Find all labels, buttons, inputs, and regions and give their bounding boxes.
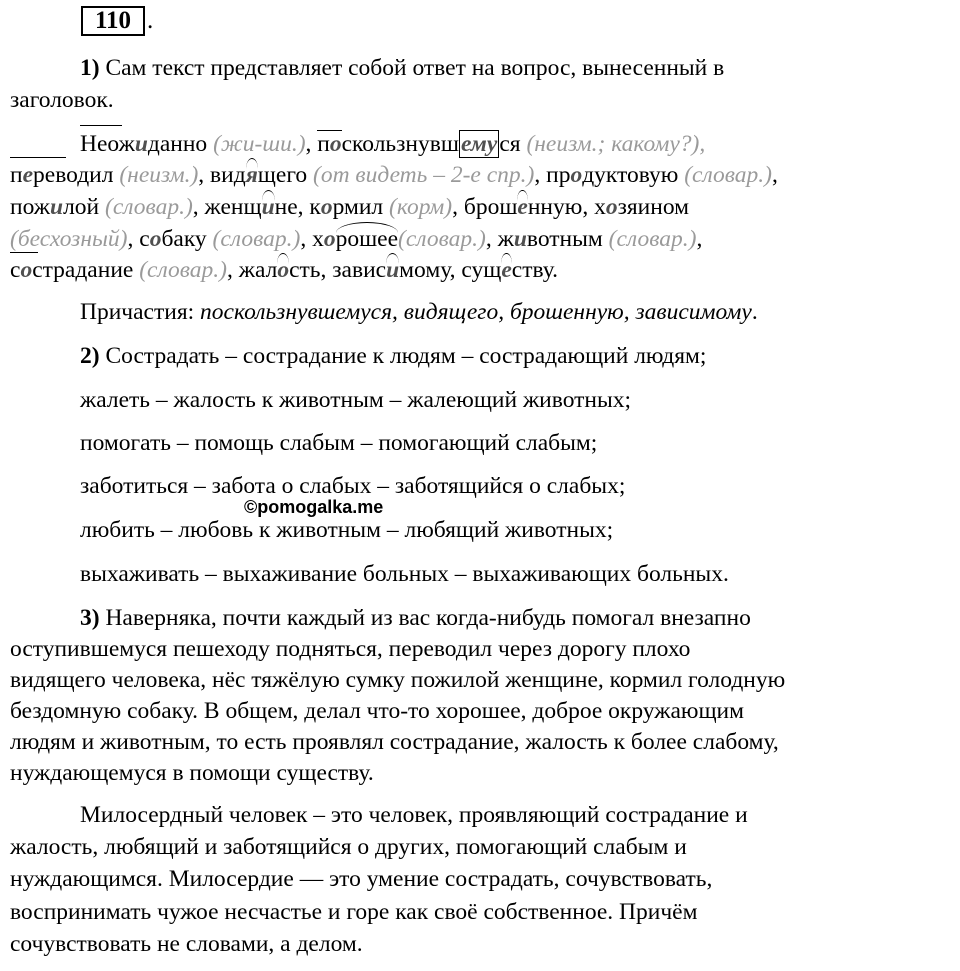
separator: ,: [305, 131, 318, 157]
prefix-part: п: [317, 131, 330, 157]
section1-label: 1): [80, 55, 100, 81]
word-part: щего: [257, 162, 308, 188]
vowel-highlight: о: [329, 131, 342, 157]
vowel-highlight: о: [277, 257, 290, 283]
vowel-highlight: е: [501, 257, 512, 283]
section3-p2-line1: Милосердный человек – это человек, проявляющий сострадание и: [80, 802, 748, 828]
word-part: ся: [499, 131, 521, 157]
section3-p2-line3: нуждающимся. Милосердие — это умение сострадать, сочувствовать,: [10, 866, 713, 892]
note: (от видеть – 2-е спр.): [313, 162, 535, 188]
vowel-highlight: и: [261, 194, 275, 220]
watermark: ©pomogalka.me: [244, 497, 384, 517]
note: (словар.): [684, 162, 772, 188]
exercise-number-dot: .: [147, 7, 154, 34]
note: (словар.): [608, 226, 697, 252]
word-part: нную, х: [527, 194, 606, 220]
root-arc: [246, 161, 258, 189]
word-part: пож: [10, 194, 50, 220]
vowel-highlight: о: [149, 226, 162, 252]
section2-row-6: выхаживать – выхаживание больных – выхаживающих больных.: [80, 561, 729, 587]
root-arc: [262, 193, 275, 221]
note: (словар.): [105, 194, 193, 220]
separator: .: [751, 299, 758, 325]
prefix-mark: [80, 125, 122, 126]
word-part: рошее: [335, 226, 399, 252]
section2-row-1: [80, 342, 706, 370]
analysis-line-4: [10, 225, 702, 253]
vowel-highlight: и: [386, 257, 400, 283]
vowel-highlight: е: [517, 194, 528, 220]
analysis-line-3: [10, 193, 689, 221]
word-part: рмил: [332, 194, 384, 220]
section1-intro-text1: Сам текст представляет собой ответ на вопрос, вынесенный в: [105, 55, 725, 81]
root-arc: [277, 256, 289, 284]
word-part: дуктовую: [582, 162, 679, 188]
participles-label: Причастия:: [80, 299, 201, 325]
analysis-line-1: [80, 130, 705, 158]
note: (бесхозный): [10, 226, 128, 252]
section3-p2-line5: сочувствовать не словами, а делом.: [10, 931, 363, 957]
word-part: Неож: [80, 131, 135, 157]
section3-p1-line2: оступившемуся пешеходу подняться, переводил через дорогу плохо: [10, 636, 691, 662]
note: (корм): [389, 194, 453, 220]
word-part: реводил: [33, 162, 114, 188]
section3-p1-line4: бездомную собаку. В общем, делал что-то хорошее, доброе окружающим: [10, 698, 744, 724]
note: (неизм.; какому?),: [526, 131, 706, 157]
vowel-highlight: о: [320, 194, 333, 220]
root-arc: [501, 256, 511, 284]
participles-line: [80, 298, 758, 326]
root-arc: [517, 193, 527, 221]
section2-row-5: любить – любовь к животным – любящий животных;: [80, 517, 614, 543]
separator: , брош: [452, 194, 518, 220]
section3-p1-line3: видящего человека, нёс тяжёлую сумку пожилой женщине, кормил голодную: [10, 667, 786, 693]
word-part: скользнувш: [341, 131, 459, 157]
word-part: сть, завис: [289, 257, 387, 283]
note: (словар.): [139, 257, 227, 283]
section1-intro-line2: заголовок.: [10, 87, 114, 113]
vowel-highlight: о: [20, 257, 33, 283]
note: (неизм.): [119, 162, 199, 188]
word-part: лой: [63, 194, 100, 220]
separator: , жал: [226, 257, 278, 283]
separator: , ж: [485, 226, 514, 252]
root-arc: [386, 256, 399, 284]
section3-p1-line6: нуждающемуся в помощи существу.: [10, 760, 374, 786]
note: (словар.): [398, 226, 486, 252]
vowel-highlight: е: [22, 162, 34, 188]
vowel-highlight: и: [513, 226, 527, 252]
section2-label: 2): [80, 343, 100, 369]
vowel-highlight: и: [49, 194, 64, 220]
word-part: вотным: [526, 226, 603, 252]
participles-list: поскользнувшемуся, видящего, брошенную, зависимому: [200, 299, 752, 325]
word-part: зяином: [617, 194, 689, 220]
vowel-highlight: о: [605, 194, 618, 220]
ending-text: ему: [460, 131, 498, 157]
vowel-highlight: и: [134, 131, 148, 157]
word-part: ству.: [511, 257, 559, 283]
row-text: Сострадать – сострадание к людям – сострадающий людям;: [105, 343, 707, 369]
vowel-highlight: о: [570, 162, 583, 188]
prefix-mark: [10, 252, 38, 253]
word-part: данно: [147, 131, 208, 157]
section3-p1-line5: людям и животным, то есть проявлял сострадание, жалость к более слабому,: [10, 729, 779, 755]
section3-p1-line1: [80, 604, 751, 632]
note: (словар.): [212, 226, 301, 252]
vowel-highlight: о: [323, 226, 336, 252]
section2-row-3: помогать – помощь слабым – помогающий слабым;: [80, 430, 598, 456]
separator: , вид: [198, 162, 246, 188]
separator: , женщ: [192, 194, 262, 220]
separator: ,: [771, 162, 778, 188]
separator: , х: [300, 226, 324, 252]
word-part: мому, сущ: [399, 257, 502, 283]
separator: , с: [127, 226, 150, 252]
analysis-line-5: [10, 256, 558, 284]
separator: ,: [696, 226, 703, 252]
section3-p2-line2: жалость, любящий и заботящийся о других, помогающий слабым и: [10, 834, 687, 860]
section3-label: 3): [80, 605, 100, 631]
word-part: не, к: [274, 194, 321, 220]
section1-intro-line1: [80, 54, 724, 82]
word-part: баку: [161, 226, 207, 252]
exercise-number: 110: [81, 6, 145, 36]
note: (жи-ши.): [213, 131, 306, 157]
vowel-highlight: я: [245, 162, 258, 188]
section2-row-4: заботиться – забота о слабых – заботящийся о слабых;: [80, 473, 626, 499]
analysis-line-2: [10, 161, 778, 189]
word-part: страдание: [32, 257, 134, 283]
word-part: п: [10, 162, 23, 188]
section2-row-2: жалеть – жалость к животным – жалеющий животных;: [80, 387, 632, 413]
word-part: с: [10, 257, 21, 283]
ending-box: [459, 130, 499, 158]
section3-p2-line4: воспринимать чужое несчастье и горе как своё собственное. Причём: [10, 899, 698, 925]
prefix-mark: [10, 157, 66, 158]
root-arc: [336, 225, 398, 253]
separator: , пр: [534, 162, 571, 188]
line-text: Наверняка, почти каждый из вас когда-нибудь помогал внезапно: [105, 605, 751, 631]
